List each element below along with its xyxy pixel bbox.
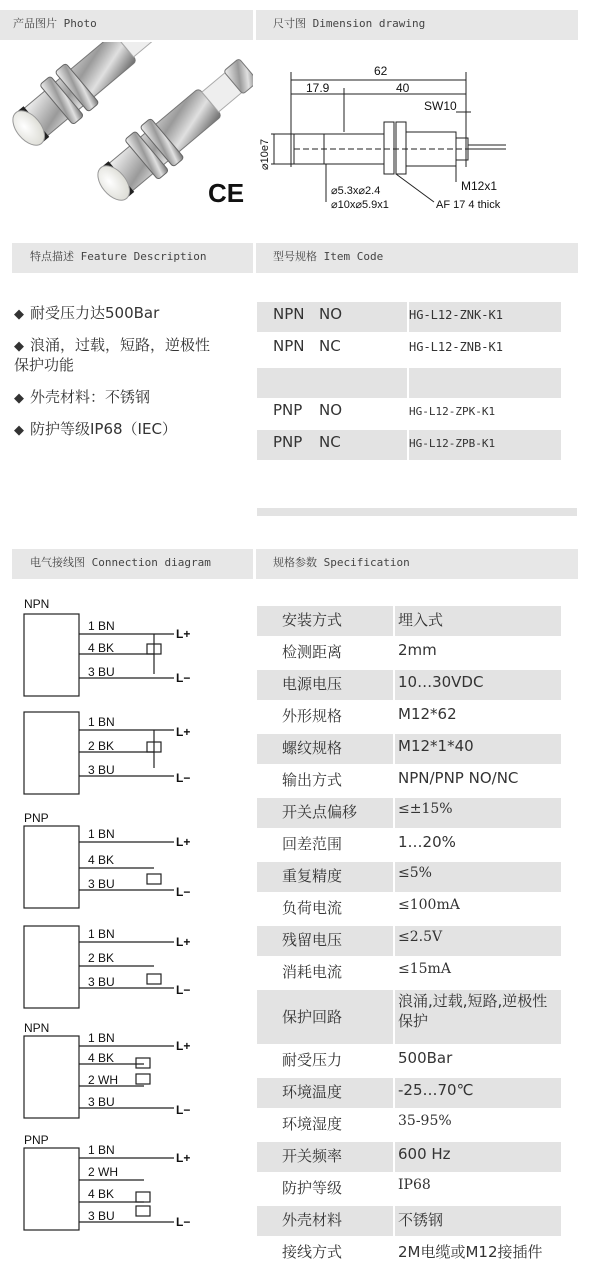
spec-row — [257, 766, 561, 796]
spec-key: 重复精度 — [282, 867, 343, 885]
dimension-header — [256, 10, 578, 40]
npn-label: NPN — [24, 1021, 50, 1035]
item-header-label: 型号规格 Item Code — [273, 250, 384, 263]
spec-key: 耐受压力 — [282, 1051, 343, 1069]
bu-label: 3 BU — [88, 1095, 115, 1109]
spec-row — [257, 702, 561, 732]
spec-row — [257, 798, 561, 828]
spec-row — [257, 1142, 561, 1172]
dimension-header-label: 尺寸图 Dimension drawing — [273, 17, 426, 30]
spec-table — [257, 606, 561, 1266]
spec-row — [257, 1206, 561, 1236]
spec-row — [257, 734, 561, 764]
spec-row — [257, 958, 561, 988]
feature-header-label: 特点描述 Feature Description — [30, 250, 207, 263]
dim-a: 17.9 — [306, 81, 330, 95]
bn-label: 1 BN — [88, 619, 115, 633]
spec-key: 消耗电流 — [282, 963, 343, 981]
bk-label: 2 BK — [88, 951, 115, 965]
diamond-icon: ◆ — [14, 307, 24, 322]
item-row: NPN NC HG-L12-ZNB-K1 — [273, 337, 503, 355]
bk-label: 4 BK — [88, 1051, 115, 1065]
pnp-label: PNP — [24, 811, 49, 825]
lplus-label: L+ — [176, 725, 191, 739]
item-row: NPN NO HG-L12-ZNK-K1 — [257, 302, 561, 332]
feature-item-continued: 保护功能 — [14, 356, 75, 374]
spec-value: IP68 — [398, 1177, 431, 1193]
lplus-label: L+ — [176, 835, 191, 849]
spec-value: ≤15mA — [398, 961, 451, 977]
bu-label: 3 BU — [88, 877, 115, 891]
spec-value: ≤±15% — [398, 801, 453, 817]
bk-label: 4 BK — [88, 641, 115, 655]
spec-key: 接线方式 — [282, 1243, 343, 1261]
spec-key: 环境温度 — [282, 1083, 343, 1101]
dim-total: 62 — [374, 64, 388, 78]
bu-label: 3 BU — [88, 1209, 115, 1223]
lplus-label: L+ — [176, 1151, 191, 1165]
dim-cable2: ⌀10x⌀5.9x1 — [331, 199, 389, 211]
spec-value: ≤100mA — [398, 897, 460, 913]
connection-header-label: 电气接线图 Connection diagram — [30, 556, 211, 569]
spec-key: 防护等级 — [282, 1179, 343, 1197]
spec-row — [257, 990, 561, 1044]
dim-sw: SW10 — [424, 99, 457, 113]
feature-header — [12, 243, 253, 273]
lplus-label: L+ — [176, 627, 191, 641]
diamond-icon: ◆ — [14, 423, 24, 438]
spec-value: 10…30VDC — [398, 673, 484, 691]
spec-key: 保护回路 — [282, 1008, 343, 1026]
feature-item: ◆ 外壳材料：不锈钢 — [14, 388, 151, 406]
spec-value: 600 Hz — [398, 1145, 451, 1163]
spec-row — [257, 1078, 561, 1108]
spec-header-label: 规格参数 Specification — [273, 556, 410, 569]
spec-row — [257, 1046, 561, 1076]
spec-value: 2M电缆或M12接插件 — [398, 1243, 543, 1261]
spec-row — [257, 926, 561, 956]
item-table — [257, 302, 561, 518]
wh-label: 2 WH — [88, 1165, 118, 1179]
spec-row — [257, 638, 561, 668]
ce-mark: CE — [208, 178, 245, 208]
item-header — [256, 243, 578, 273]
wh-label: 2 WH — [88, 1073, 118, 1087]
spec-key: 开关点偏移 — [282, 803, 358, 821]
spec-key: 检测距离 — [282, 643, 343, 661]
feature-item: ◆ 浪涌，过载，短路，逆极性 — [14, 336, 211, 354]
bn-label: 1 BN — [88, 715, 115, 729]
spec-key: 回差范围 — [282, 835, 343, 853]
lminus-label: L− — [176, 771, 191, 785]
bn-label: 1 BN — [88, 1143, 115, 1157]
spec-key: 负荷电流 — [282, 899, 343, 917]
bu-label: 3 BU — [88, 763, 115, 777]
npn-label: NPN — [24, 597, 50, 611]
spec-value: 1…20% — [398, 833, 456, 851]
spec-key: 螺纹规格 — [282, 739, 343, 757]
spec-row — [257, 1174, 561, 1204]
bk-label: 2 BK — [88, 739, 115, 753]
bk-label: 4 BK — [88, 1187, 115, 1201]
dim-thread: M12x1 — [461, 179, 498, 193]
spec-key: 电源电压 — [282, 675, 343, 693]
item-row: PNP NC HG-L12-ZPB-K1 — [257, 430, 561, 460]
spec-value: ≤5% — [398, 865, 432, 881]
lminus-label: L− — [176, 671, 191, 685]
bn-label: 1 BN — [88, 827, 115, 841]
spec-value: 500Bar — [398, 1049, 453, 1067]
bu-label: 3 BU — [88, 975, 115, 989]
item-row — [257, 368, 561, 398]
spec-value: 埋入式 — [398, 611, 444, 629]
spec-row — [257, 830, 561, 860]
photo-header-label: 产品图片 Photo — [13, 17, 97, 30]
bn-label: 1 BN — [88, 1031, 115, 1045]
spec-row — [257, 1238, 561, 1266]
diamond-icon: ◆ — [14, 391, 24, 406]
table-divider — [257, 508, 577, 516]
item-row: PNP NO HG-L12-ZPK-K1 — [273, 401, 496, 419]
spec-value: -25…70℃ — [398, 1081, 474, 1099]
spec-value: NPN/PNP NO/NC — [398, 769, 519, 787]
spec-row — [257, 670, 561, 700]
bn-label: 1 BN — [88, 927, 115, 941]
lminus-label: L− — [176, 983, 191, 997]
spec-row — [257, 862, 561, 892]
pnp-label: PNP — [24, 1133, 49, 1147]
spec-header — [256, 549, 578, 579]
dim-b: 40 — [396, 81, 410, 95]
feature-item: ◆ 防护等级IP68（IEC） — [14, 420, 177, 438]
spec-key: 开关频率 — [282, 1147, 343, 1165]
lminus-label: L− — [176, 1103, 191, 1117]
spec-key: 输出方式 — [282, 771, 343, 789]
feature-item: ◆ 耐受压力达500Bar — [14, 304, 160, 322]
dimension-drawing — [256, 42, 578, 232]
lminus-label: L− — [176, 1215, 191, 1229]
spec-value: 浪涌,过载,短路,逆极性保护 — [398, 992, 548, 1030]
spec-row — [257, 1110, 561, 1140]
connection-header — [12, 549, 253, 579]
lminus-label: L− — [176, 885, 191, 899]
spec-key: 残留电压 — [282, 931, 343, 949]
spec-value: 不锈钢 — [398, 1211, 444, 1229]
spec-row — [257, 606, 561, 636]
bk-label: 4 BK — [88, 853, 115, 867]
spec-key: 外壳材料 — [282, 1211, 343, 1229]
dim-cable1: ⌀5.3x⌀2.4 — [331, 185, 381, 197]
spec-key: 安装方式 — [282, 611, 343, 629]
bu-label: 3 BU — [88, 665, 115, 679]
dim-nut: AF 17 4 thick — [436, 199, 501, 211]
spec-value: M12*62 — [398, 705, 457, 723]
spec-key: 环境湿度 — [282, 1115, 343, 1133]
lplus-label: L+ — [176, 935, 191, 949]
spec-value: 2mm — [398, 641, 437, 659]
spec-value: ≤2.5V — [398, 929, 443, 945]
lplus-label: L+ — [176, 1039, 191, 1053]
dim-dia: ⌀10e7 — [259, 138, 271, 170]
photo-header — [0, 10, 253, 40]
spec-value: M12*1*40 — [398, 737, 474, 755]
spec-key: 外形规格 — [282, 707, 343, 725]
spec-row — [257, 894, 561, 924]
diamond-icon: ◆ — [14, 339, 24, 354]
product-photo — [8, 42, 253, 232]
spec-value: 35-95% — [398, 1113, 452, 1129]
connection-diagram — [14, 596, 254, 1246]
